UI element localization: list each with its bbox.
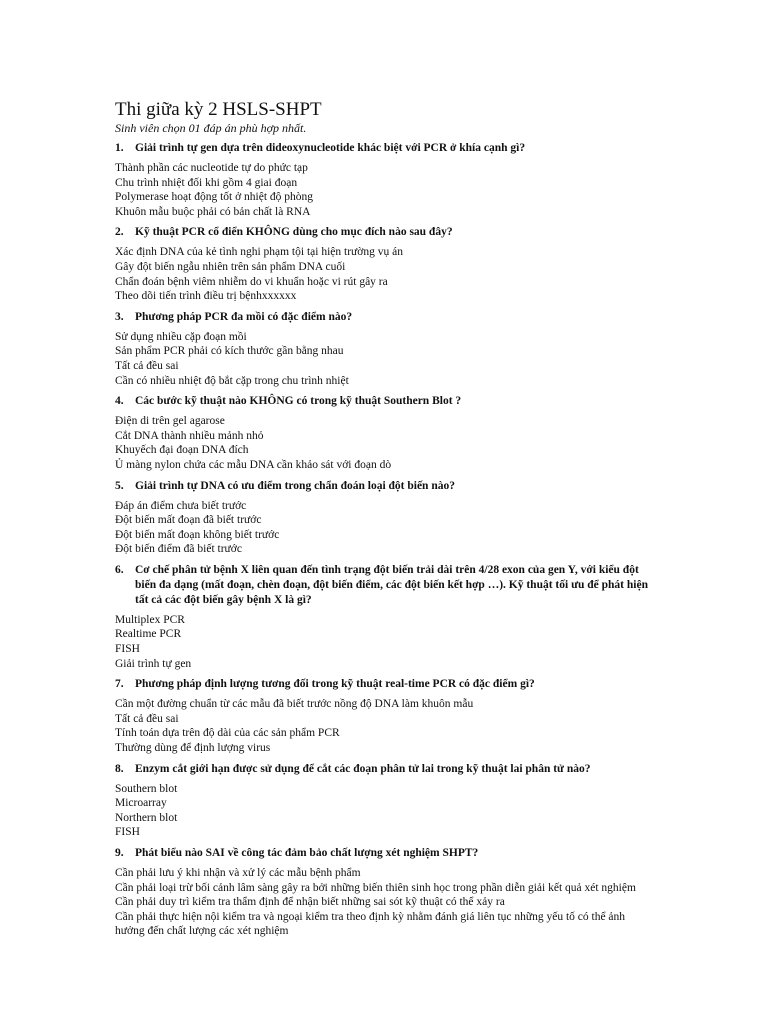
question-block xyxy=(115,762,655,840)
question-number: 5. xyxy=(115,479,124,492)
answer-option[interactable]: Tất cả đều sai xyxy=(115,712,179,725)
answer-option[interactable]: Cần phải loại trừ bối cảnh lâm sàng gây ra bởi những biến thiên sinh học trong phần diễn giải kết quả xét nghiệm xyxy=(115,881,636,894)
answer-option[interactable]: Cần phải thực hiện nội kiểm tra và ngoại kiểm tra theo định kỳ nhằm đánh giá liên tục những yếu tố có thể ảnh hưởng đến chất lượng các xét nghiệm xyxy=(115,910,626,938)
question-heading xyxy=(115,563,655,608)
answer-options xyxy=(115,499,655,557)
question-block xyxy=(115,394,655,472)
answer-option[interactable]: Chẩn đoán bệnh viêm nhiễm do vi khuẩn hoặc vi rút gây ra xyxy=(115,275,388,288)
answer-option[interactable]: Điện di trên gel agarose xyxy=(115,415,225,428)
answer-options xyxy=(115,697,655,755)
question-number: 4. xyxy=(115,395,124,408)
page-title: Thi giữa kỳ 2 HSLS-SHPT xyxy=(115,99,322,120)
answer-option[interactable]: Đột biến mất đoạn đã biết trước xyxy=(115,514,262,527)
question-text: Kỹ thuật PCR cổ điển KHÔNG dùng cho mục đích nào sau đây? xyxy=(135,226,453,239)
question-number: 2. xyxy=(115,226,124,239)
answer-options xyxy=(115,414,655,472)
question-block xyxy=(115,563,655,671)
question-number: 8. xyxy=(115,762,124,775)
question-number: 1. xyxy=(115,142,124,154)
answer-option[interactable]: Giải trình tự gen xyxy=(115,657,192,670)
answer-option[interactable]: Realtime PCR xyxy=(115,628,182,641)
question-heading xyxy=(115,762,655,777)
answer-option[interactable]: FISH xyxy=(115,643,140,656)
answer-option[interactable]: Sản phẩm PCR phải có kích thước gần bằng nhau xyxy=(115,345,344,358)
question-text: Enzym cắt giới hạn được sử dụng để cắt các đoạn phân tử lai trong kỹ thuật lai phân tử nào? xyxy=(135,762,591,775)
answer-option[interactable]: Sử dụng nhiều cặp đoạn mồi xyxy=(115,330,247,343)
answer-option[interactable]: Khuôn mẫu buộc phải có bản chất là RNA xyxy=(115,205,311,218)
answer-option[interactable]: Northern blot xyxy=(115,811,178,824)
page-subtitle: Sinh viên chọn 01 đáp án phù hợp nhất. xyxy=(115,121,307,135)
question-number: 9. xyxy=(115,847,124,859)
question-heading xyxy=(115,141,655,156)
question-block xyxy=(115,141,655,219)
answer-option[interactable]: Gây đột biến ngẫu nhiên trên sản phẩm DNA cuối xyxy=(115,260,346,273)
answer-option[interactable]: Cần phải lưu ý khi nhận và xử lý các mẫu bệnh phẩm xyxy=(115,867,361,879)
answer-option[interactable]: Southern blot xyxy=(115,782,178,795)
question-text: Giải trình tự DNA có ưu điểm trong chẩn đoán loại đột biến nào? xyxy=(135,479,455,492)
answer-option[interactable]: FISH xyxy=(115,826,140,839)
question-number: 6. xyxy=(115,563,124,576)
question-heading xyxy=(115,846,655,861)
question-text: Cơ chế phân tử bệnh X liên quan đến tình trạng đột biến trải dài trên 4/28 exon của gen Y, với kiểu đột biến đa dạng (mất đoạn, chèn đoạn, đột biến điểm, các đột biến kết hợp …). Kỹ thuật tối ưu để phát hiện tất cả các đột biến gây bệnh X là gì? xyxy=(135,563,648,606)
answer-options xyxy=(115,782,655,840)
question-heading xyxy=(115,677,655,692)
answer-option[interactable]: Cần có nhiều nhiệt độ bắt cặp trong chu trình nhiệt xyxy=(115,374,349,387)
question-heading xyxy=(115,394,655,409)
answer-option[interactable]: Đột biến mất đoạn không biết trước xyxy=(115,528,280,541)
question-block xyxy=(115,677,655,755)
answer-option[interactable]: Xác định DNA của kẻ tình nghi phạm tội tại hiện trường vụ án xyxy=(115,246,403,259)
answer-options xyxy=(115,866,655,939)
answer-option[interactable]: Cần phải duy trì kiểm tra thẩm định để nhận biết những sai sót kỹ thuật có thể xảy ra xyxy=(115,896,505,909)
answer-options xyxy=(115,330,655,388)
question-block xyxy=(115,225,655,303)
answer-option[interactable]: Cần một đường chuẩn từ các mẫu đã biết trước nồng độ DNA làm khuôn mẫu xyxy=(115,698,474,711)
answer-option[interactable]: Thường dùng để định lượng virus xyxy=(115,742,271,755)
question-text: Giải trình tự gen dựa trên dideoxynucleotide khác biệt với PCR ở khía cạnh gì? xyxy=(135,142,526,154)
answer-option[interactable]: Multiplex PCR xyxy=(115,613,185,626)
answer-option[interactable]: Thành phần các nucleotide tự do phức tạp xyxy=(115,162,308,174)
question-text: Phương pháp PCR đa mồi có đặc điểm nào? xyxy=(135,310,353,323)
answer-options xyxy=(115,161,655,219)
document-content xyxy=(115,99,655,945)
question-block xyxy=(115,310,655,388)
answer-option[interactable]: Microarray xyxy=(115,797,167,810)
question-text: Các bước kỹ thuật nào KHÔNG có trong kỹ thuật Southern Blot ? xyxy=(135,395,462,408)
question-heading xyxy=(115,225,655,240)
question-heading xyxy=(115,310,655,325)
answer-option[interactable]: Đột biến điểm đã biết trước xyxy=(115,543,242,556)
answer-option[interactable]: Theo dõi tiến trình điều trị bệnhxxxxxx xyxy=(115,290,297,303)
answer-option[interactable]: Ủ màng nylon chứa các mẫu DNA cần khảo sát với đoạn dò xyxy=(115,458,392,471)
question-list xyxy=(115,141,655,939)
answer-option[interactable]: Đáp án điểm chưa biết trước xyxy=(115,499,247,512)
question-heading xyxy=(115,479,655,494)
answer-option[interactable]: Cắt DNA thành nhiều mảnh nhỏ xyxy=(115,429,264,442)
answer-option[interactable]: Tất cả đều sai xyxy=(115,359,179,372)
question-block xyxy=(115,846,655,939)
answer-options xyxy=(115,613,655,671)
question-text: Phương pháp định lượng tương đối trong kỹ thuật real-time PCR có đặc điểm gì? xyxy=(135,678,535,691)
question-text: Phát biểu nào SAI về công tác đảm bảo chất lượng xét nghiệm SHPT? xyxy=(135,847,479,859)
answer-options xyxy=(115,245,655,303)
question-number: 7. xyxy=(115,678,124,691)
question-number: 3. xyxy=(115,310,124,323)
answer-option[interactable]: Polymerase hoạt động tốt ở nhiệt độ phòng xyxy=(115,191,314,204)
answer-option[interactable]: Khuyếch đại đoạn DNA đích xyxy=(115,444,249,457)
answer-option[interactable]: Tính toán dựa trên độ dài của các sản phẩm PCR xyxy=(115,727,340,740)
answer-option[interactable]: Chu trình nhiệt đối khi gồm 4 giai đoạn xyxy=(115,176,298,189)
question-block xyxy=(115,479,655,557)
